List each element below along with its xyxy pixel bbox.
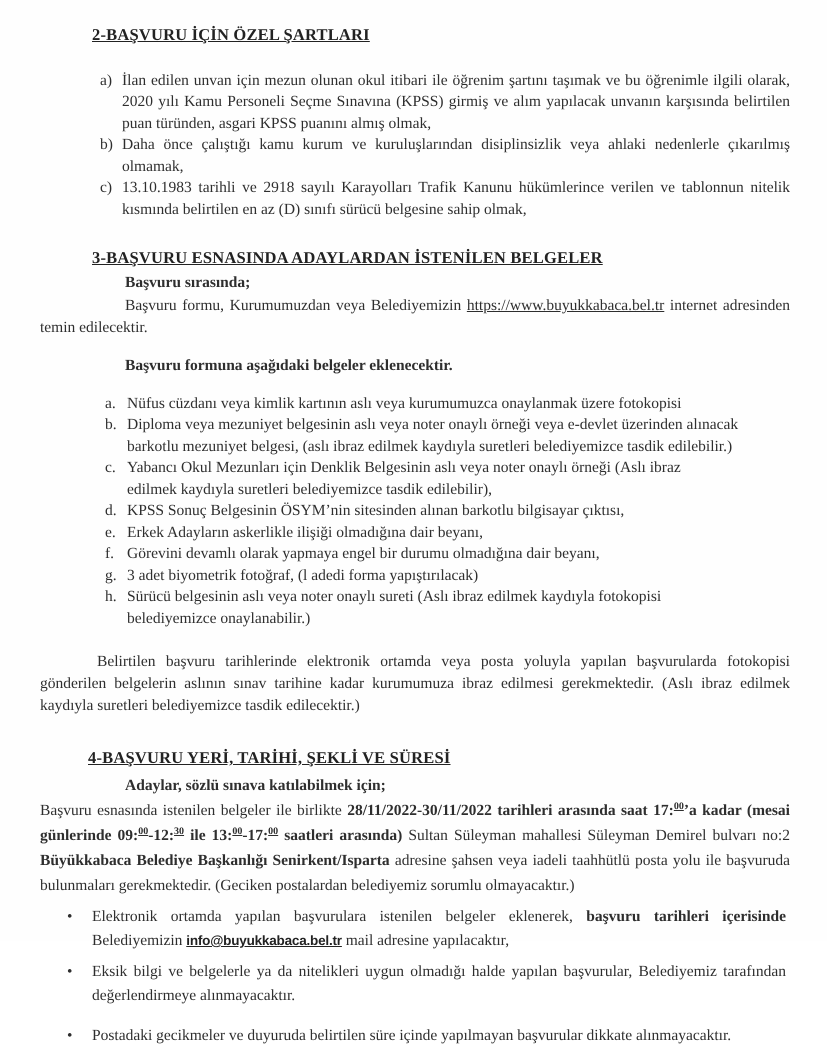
bullet-icon: •: [67, 908, 73, 925]
list-item-text: Yabancı Okul Mezunları için Denklik Belgesinin aslı veya noter onaylı örneği (Aslı ibraz edilmek kaydıyla suretleri belediyemizce tasdik edilebilir),: [127, 459, 681, 498]
section-4-subheading: Adaylar, sözlü sınava katılabilmek için;: [125, 776, 386, 794]
list-item-text: Sürücü belgesinin aslı veya noter onaylı sureti (Aslı ibraz edilmek kaydıyla fotokopisi belediyemizce onaylanabilir.): [127, 588, 662, 627]
hours-bold-text: ’a kadar (mesai günlerinde 09:: [40, 802, 790, 844]
list-marker: c): [100, 179, 113, 196]
bullet-icon: •: [67, 1027, 73, 1044]
section-3-subheading-1: Başvuru sırasında;: [125, 273, 251, 291]
list-marker: e.: [105, 523, 116, 541]
municipality-bold-text: Büyükkabaca Belediye Başkanlığı Senirkent/Isparta: [40, 852, 390, 869]
list-marker: a.: [105, 394, 116, 412]
paragraph-text: Başvuru formu, Kurumumuzdan veya Belediyemizin: [125, 297, 467, 314]
paragraph-text: Başvuru esnasında istenilen belgeler ile birlikte: [40, 802, 348, 819]
list-item-text: KPSS Sonuç Belgesinin ÖSYM’nin sitesinden alınan barkotlu bilgisayar çıktısı,: [127, 502, 625, 519]
section-4-bullet-list: [65, 905, 790, 1048]
list-item: [105, 393, 790, 415]
hours-bold-text: -12:: [148, 827, 175, 844]
bullet-text: [92, 905, 790, 953]
list-item-text: 13.10.1983 tarihli ve 2918 sayılı Karayolları Trafik Kanunu hükümlerince verilen ve tablonnun nitelik kısmında belirtilen en az (D) sınıfı sürücü belgesine sahip olmak,: [122, 179, 790, 218]
bullet-segment: mail adresine yapılacaktır,: [341, 932, 510, 949]
bullet-item: [65, 960, 790, 1008]
list-marker: b.: [105, 416, 117, 433]
list-item: [105, 543, 790, 565]
list-marker: h.: [105, 588, 117, 605]
section-3-heading: 3-BAŞVURU ESNASINDA ADAYLARDAN İSTENİLEN BELGELER: [92, 248, 603, 267]
list-item: [100, 177, 790, 220]
section-3-paragraph-1: [40, 295, 790, 339]
bullet-icon: •: [67, 963, 73, 980]
bullet-text: Postadaki gecikmeler ve duyuruda belirtilen süre içinde yapılmayan başvurular dikkate alınmayacaktır.: [92, 1027, 732, 1044]
superscript-minutes: 00: [268, 826, 279, 837]
list-marker: f.: [105, 545, 115, 562]
list-item: [105, 414, 790, 457]
list-item-text: İlan edilen unvan için mezun olunan okul itibari ile öğrenim şartını taşımak ve bu öğrenimle ilgili olarak, 2020 yılı Kamu Personeli Seçme Sınavına (KPSS) girmiş ve alım yapılacak unvanın karşısında belirtilen puan türünden, asgari KPSS puanını almış olmak,: [122, 71, 790, 132]
list-marker: g.: [105, 566, 117, 584]
website-link[interactable]: https://www.buyukkabaca.bel.tr: [466, 297, 665, 314]
list-item: [105, 522, 790, 544]
list-marker: c.: [105, 459, 116, 476]
list-item-text: Erkek Adayların askerlikle ilişiği olmadığına dair beyanı,: [127, 523, 483, 541]
bullet-segment: Elektronik ortamda yapılan başvurulara istenilen belgeler eklenerek,: [92, 908, 587, 925]
hours-bold-text: ile 13:: [184, 827, 233, 844]
bullet-bold-segment: başvuru tarihleri içerisinde: [586, 908, 786, 925]
list-item: [100, 134, 790, 177]
list-marker: b): [100, 136, 113, 153]
paragraph-text: adresine şahsen veya iadeli taahhütlü posta yolu ile başvuruda bulunmaları gerekmektedir. (Geciken postalardan belediyemiz sorumlu olmayacaktır.): [40, 852, 790, 894]
superscript-minutes: 00: [673, 801, 684, 812]
bullet-segment: Belediyemizin: [92, 932, 187, 949]
list-item: [105, 586, 790, 629]
superscript-minutes: 30: [174, 826, 185, 837]
section-3-subheading-2: Başvuru formuna aşağıdaki belgeler eklenecektir.: [125, 357, 453, 374]
bullet-item: [65, 905, 790, 953]
list-item: [105, 500, 790, 522]
list-item: [105, 457, 790, 500]
paragraph-text: internet adresinden temin edilecektir.: [40, 297, 790, 336]
superscript-minutes: 00: [232, 826, 243, 837]
section-2-heading: 2-BAŞVURU İÇİN ÖZEL ŞARTLARI: [92, 25, 370, 44]
dates-bold-text: 28/11/2022-30/11/2022 tarihleri arasında saat 17:: [347, 802, 674, 819]
list-item-text: Diploma veya mezuniyet belgesinin aslı veya noter onaylı örneği veya e-devlet üzerinden alınacak barkotlu mezuniyet belgesi, (aslı ibraz edilmek kaydıyla suretleri belediyemizce tasdik edilebilir.): [127, 416, 739, 455]
list-item: [105, 565, 790, 587]
bullet-item: [65, 1024, 790, 1048]
section-3-closing-paragraph: Belirtilen başvuru tarihlerinde elektronik ortamda veya posta yoluyla yapılan başvurularda fotokopisi gönderilen belgelerin aslının sınav tarihine kadar kurumumuza ibraz edilmesi gerekmektedir. (Aslı ibraz edilmek kaydıyla suretleri belediyemizce tasdik edilecektir.): [40, 653, 790, 714]
hours-bold-text: -17:: [242, 827, 269, 844]
hours-bold-text: saatleri arasında): [278, 827, 403, 844]
email-link[interactable]: info@buyukkabaca.bel.tr: [186, 933, 342, 948]
superscript-minutes: 00: [138, 826, 149, 837]
list-item: [100, 70, 790, 135]
section-2-list: [100, 70, 790, 221]
list-item-text: Daha önce çalıştığı kamu kurum ve kuruluşlarından disiplinsizlik veya ahlaki nedenlerle çıkarılmış olmamak,: [122, 136, 790, 175]
section-3-document-list: [105, 393, 790, 630]
list-item-text: 3 adet biyometrik fotoğraf, (l adedi forma yapıştırılacak): [127, 566, 479, 584]
list-marker: a): [100, 71, 113, 89]
section-4-paragraph: [40, 798, 790, 898]
paragraph-text: Sultan Süleyman mahallesi Süleyman Demirel bulvarı no:2: [402, 827, 790, 844]
list-item-text: Nüfus cüzdanı veya kimlik kartının aslı veya kurumumuzca onaylanmak üzere fotokopisi: [127, 394, 682, 412]
section-4-heading: 4-BAŞVURU YERİ, TARİHİ, ŞEKLİ VE SÜRESİ: [88, 748, 451, 767]
bullet-text: Eksik bilgi ve belgelerle ya da nitelikleri uygun olmadığı halde yapılan başvurular, Belediyemiz tarafından değerlendirmeye alınmayacaktır.: [92, 963, 786, 1004]
list-item-text: Görevini devamlı olarak yapmaya engel bir durumu olmadığına dair beyanı,: [127, 545, 600, 562]
list-marker: d.: [105, 502, 117, 519]
